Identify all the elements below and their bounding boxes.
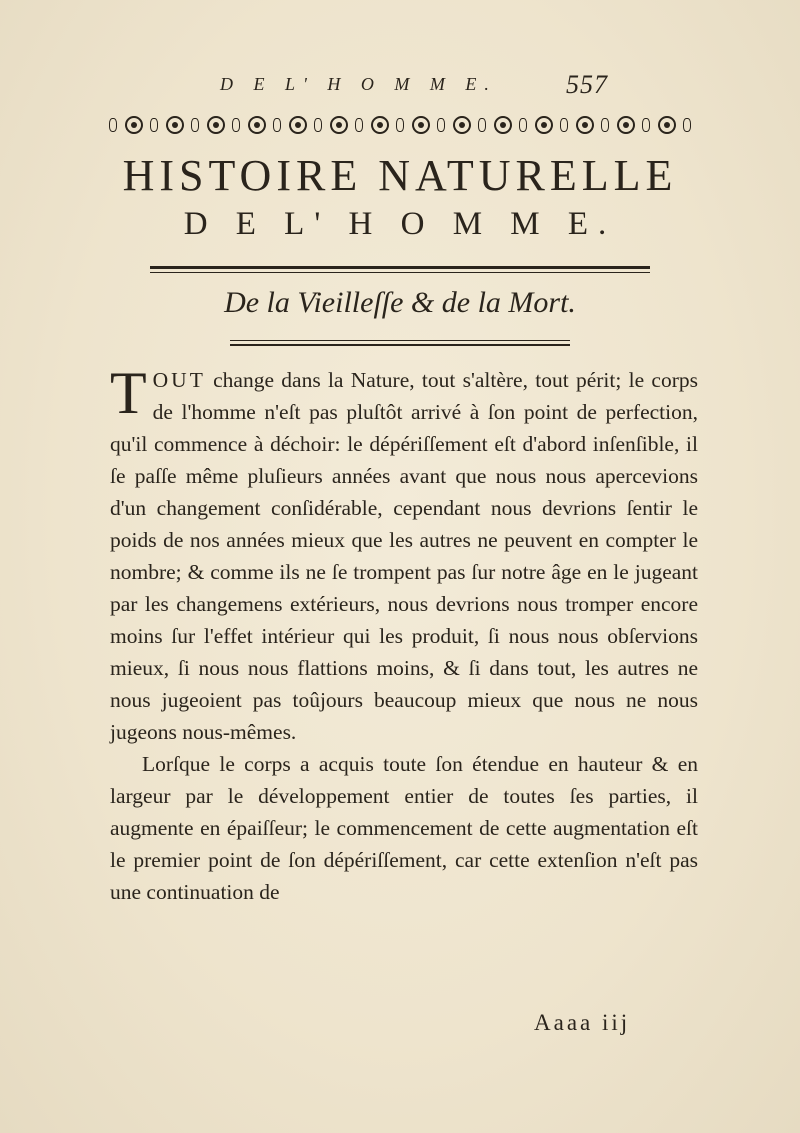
ornament-rosette [617,116,635,134]
page-number: 557 [566,70,608,99]
paragraph-1-text: change dans la Nature, tout s'altère, tout périt; le corps de l'homme n'eſt pas pluſtôt arrivé à ſon point de perfection, qu'il commence à déchoir: le dépériſſement eſt d'abord inſenſible, il ſe paſſe même pluſieurs années avant que nous nous apercevions d'un changement conſidérable, cependant nous devrions ſentir le poids de nos années mieux que les autres ne peuvent en compter le nombre; & comme ils ne ſe trompent pas ſur notre âge en le jugeant par les changemens extérieurs, nous devrions nous tromper encore moins ſur l'effet intérieur qui les produit, ſi nous nous obſervions mieux, ſi nous nous flattions moins, & ſi dans tout, les autres ne nous jugeoient pas toûjours beaucoup mieux que nous ne nous jugeons nous-mêmes. [110,368,698,744]
ornament-rosette [453,116,471,134]
title-rule-top [150,266,650,269]
body-text [110,360,698,908]
ornament-dot [519,118,527,132]
sub-title: D E L' H O M M E. [183,206,617,242]
ornament-dot [478,118,486,132]
ornament-dot [437,118,445,132]
first-word: OUT [152,368,206,392]
ornament-dot [560,118,568,132]
ornament-dot [191,118,199,132]
ornament-rosette [207,116,225,134]
section-title: De la Vieilleſſe & de la Mort. [224,286,576,319]
ornament-band [109,114,691,136]
ornament-rosette [330,116,348,134]
ornament-dot [396,118,404,132]
paragraph-2: Lorſque le corps a acquis toute ſon étendue en hauteur & en largeur par le développement entier de toutes ſes parties, il augmente en épaiſſeur; le commencement de cette augmentation eſt le premier point de ſon dépériſſement, car cette extenſion n'eſt pas une continuation de [110,752,698,904]
ornament-rosette [494,116,512,134]
running-head: D E L' H O M M E. [220,74,497,94]
ornament-dot [314,118,322,132]
ornament-rosette [166,116,184,134]
ornament-rosette [576,116,594,134]
ornament-dot [601,118,609,132]
ornament-dot [109,118,117,132]
ornament-rosette [248,116,266,134]
ornament-rosette [289,116,307,134]
ornament-dot [150,118,158,132]
ornament-rosette [535,116,553,134]
section-rule-bottom [230,344,570,346]
ornament-dot [642,118,650,132]
paragraph-1 [110,360,698,748]
ornament-rosette [125,116,143,134]
ornament-rosette [412,116,430,134]
ornament-dot [355,118,363,132]
ornament-rosette [371,116,389,134]
section-rule-top [230,340,570,341]
main-title: HISTOIRE NATURELLE [122,151,678,200]
ornament-dot [232,118,240,132]
title-rule-bottom [150,272,650,273]
signature-mark: Aaaa iij [534,1010,631,1035]
drop-cap: T [110,360,147,426]
ornament-dot [273,118,281,132]
ornament-rosette [658,116,676,134]
ornament-dot [683,118,691,132]
